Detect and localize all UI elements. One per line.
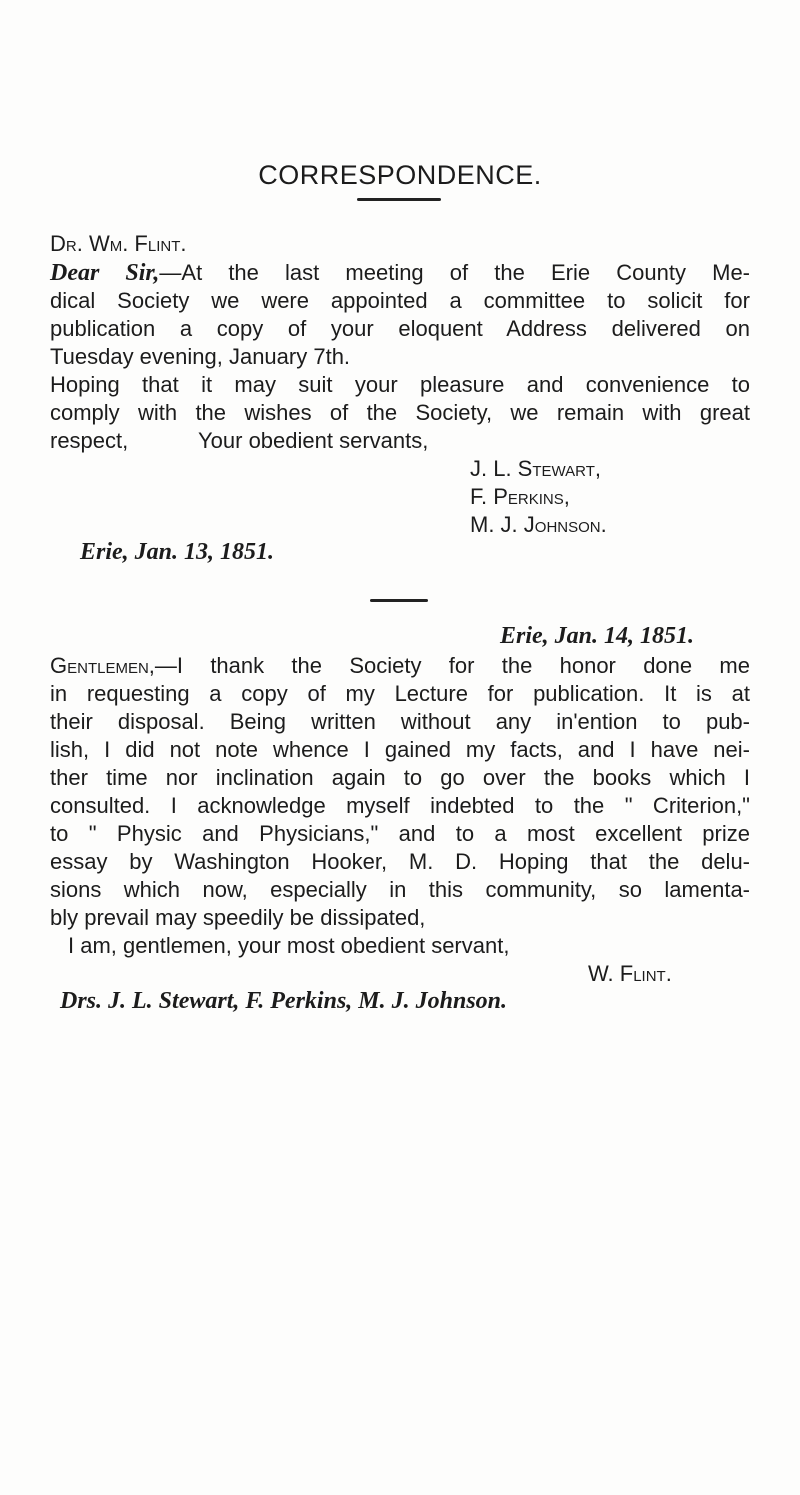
letter1-place-date: Erie, Jan. 13, 1851. — [80, 539, 275, 565]
letter1-salutation: Dear Sir, — [50, 260, 160, 286]
title-divider — [357, 198, 441, 201]
letter1-body-line: dical Society we were appointed a committee to solicit for — [50, 288, 750, 313]
page-title: CORRESPONDENCE. — [258, 160, 542, 190]
letter2-closing: I am, gentlemen, your most obedient servant, — [68, 933, 510, 958]
letter1-body-line: publication a copy of your eloquent Address delivered on — [50, 316, 750, 341]
letter1-signatory: M. J. Johnson. — [470, 512, 607, 537]
letter2-body-line: essay by Washington Hooker, M. D. Hoping that the delu- — [50, 849, 750, 874]
letter2-body-line: —I thank the Society for the honor done me — [154, 653, 750, 678]
letter2-body-line: to " Physic and Physicians," and to a most excellent prize — [50, 821, 750, 846]
letter1-body-line: Hoping that it may suit your pleasure and convenience to — [50, 372, 750, 397]
letter2-body-line: consulted. I acknowledge myself indebted to the " Criterion," — [50, 793, 750, 818]
letter2-body-line: in requesting a copy of my Lecture for publication. It is at — [50, 681, 750, 706]
letter1-signatory: J. L. Stewart, — [470, 456, 601, 481]
letter2-first-line — [50, 653, 750, 678]
letter1-addressee: Dr. Wm. Flint. — [50, 231, 187, 256]
letter1-closing-right: Your obedient servants, — [198, 428, 429, 453]
letter1-body-line: comply with the wishes of the Society, we remain with great — [50, 400, 750, 425]
letter2-salutation: Gentlemen, — [50, 653, 155, 678]
letter1-closing-left: respect, — [50, 428, 129, 453]
letter2-body-line: lish, I did not note whence I gained my facts, and I have nei- — [50, 737, 750, 762]
letter2-addressees: Drs. J. L. Stewart, F. Perkins, M. J. Johnson. — [60, 988, 507, 1014]
letter2-place-date: Erie, Jan. 14, 1851. — [500, 623, 695, 649]
letter2-body-line: ther time nor inclination again to go over the books which I — [50, 765, 750, 790]
letter1-signatory: F. Perkins, — [470, 484, 570, 509]
letter1-first-line — [50, 260, 750, 286]
letter1-body-line: —At the last meeting of the Erie County Me- — [159, 260, 751, 285]
letter1-body-line: Tuesday evening, January 7th. — [50, 344, 351, 369]
letter2-signature: W. Flint. — [588, 961, 672, 986]
letter2-body-line: bly prevail may speedily be dissipated, — [50, 905, 426, 930]
letter2-body-line: their disposal. Being written without any in'ention to pub- — [50, 709, 750, 734]
letter-divider — [370, 599, 428, 602]
letter2-body-line: sions which now, especially in this community, so lamenta- — [50, 877, 750, 902]
